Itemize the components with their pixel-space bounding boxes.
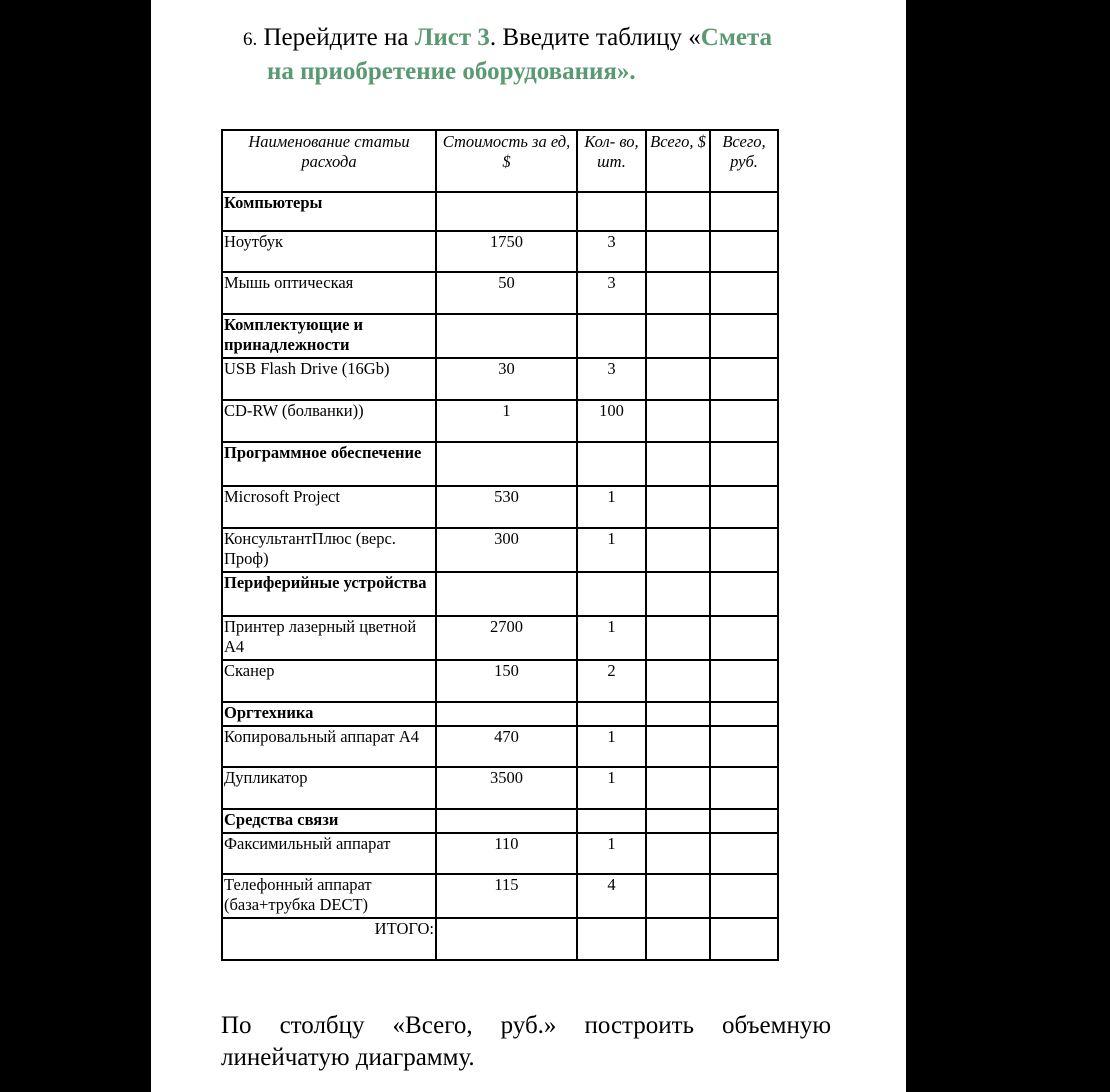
table-title-line1: Смета (700, 24, 773, 51)
price-cell: 3500 (436, 767, 577, 809)
table-row (222, 528, 778, 572)
qty-cell: 1 (577, 833, 646, 874)
total-rub-cell (710, 486, 778, 528)
item-name-cell: Оргтехника (222, 702, 436, 726)
item-name-cell: Ноутбук (222, 231, 436, 272)
table-row (222, 358, 778, 400)
total-label: ИТОГО: (222, 918, 436, 960)
total-usd-cell (646, 702, 710, 726)
price-cell (436, 442, 577, 486)
price-cell (436, 314, 577, 358)
qty-cell: 100 (577, 400, 646, 442)
total-usd-cell (646, 767, 710, 809)
table-row (222, 660, 778, 702)
total-usd-cell (646, 358, 710, 400)
total-usd-cell (646, 528, 710, 572)
total-usd-cell (646, 400, 710, 442)
qty-cell (577, 192, 646, 231)
table-row (222, 726, 778, 767)
category-row (222, 314, 778, 358)
item-name-cell: Средства связи (222, 809, 436, 833)
header-row (222, 130, 778, 192)
total-usd-cell (646, 660, 710, 702)
category-row (222, 442, 778, 486)
total-usd-cell (646, 442, 710, 486)
price-cell: 470 (436, 726, 577, 767)
table-row (222, 486, 778, 528)
total-usd-cell (646, 272, 710, 314)
qty-cell (577, 442, 646, 486)
task-text-before: Перейдите на (263, 24, 415, 51)
total-rub-cell (710, 874, 778, 918)
table-row (222, 272, 778, 314)
task-number: 6. (243, 29, 258, 50)
total-rub-cell (710, 616, 778, 660)
table-row (222, 833, 778, 874)
total-value-cell (710, 918, 778, 960)
total-usd-cell (646, 726, 710, 767)
price-cell: 300 (436, 528, 577, 572)
qty-cell: 1 (577, 726, 646, 767)
price-cell: 1750 (436, 231, 577, 272)
qty-cell: 2 (577, 660, 646, 702)
price-cell (436, 192, 577, 231)
total-rub-cell (710, 442, 778, 486)
price-cell (436, 572, 577, 616)
total-usd-cell (646, 616, 710, 660)
total-rub-cell (710, 833, 778, 874)
total-rub-cell (710, 809, 778, 833)
qty-cell: 4 (577, 874, 646, 918)
footer-instruction: По столбцу «Всего, руб.» построить объемную линейчатую диаграмму. (221, 1012, 831, 1071)
item-name-cell: Microsoft Project (222, 486, 436, 528)
category-row (222, 809, 778, 833)
total-value-cell (646, 918, 710, 960)
header-cell: Стоимость за ед, $ (436, 130, 577, 192)
item-name-cell: CD-RW (болванки)) (222, 400, 436, 442)
total-value-cell (577, 918, 646, 960)
total-rub-cell (710, 400, 778, 442)
item-name-cell: Мышь оптическая (222, 272, 436, 314)
total-row (222, 918, 778, 960)
item-name-cell: КонсультантПлюс (верс. Проф) (222, 528, 436, 572)
table-row (222, 874, 778, 918)
item-name-cell: Периферийные устройства (222, 572, 436, 616)
document-page (151, 0, 906, 1092)
price-cell (436, 809, 577, 833)
total-rub-cell (710, 572, 778, 616)
price-cell: 1 (436, 400, 577, 442)
qty-cell: 1 (577, 616, 646, 660)
total-rub-cell (710, 314, 778, 358)
total-rub-cell (710, 726, 778, 767)
item-name-cell: Телефонный аппарат (база+трубка DECT) (222, 874, 436, 918)
header-cell: Всего, руб. (710, 130, 778, 192)
qty-cell: 1 (577, 767, 646, 809)
item-name-cell: Копировальный аппарат А4 (222, 726, 436, 767)
header-cell: Всего, $ (646, 130, 710, 192)
task-text-middle: . Введите таблицу « (489, 24, 701, 51)
table-row (222, 231, 778, 272)
price-cell: 530 (436, 486, 577, 528)
category-row (222, 702, 778, 726)
qty-cell: 3 (577, 231, 646, 272)
price-cell: 150 (436, 660, 577, 702)
price-cell: 30 (436, 358, 577, 400)
total-rub-cell (710, 660, 778, 702)
price-cell: 115 (436, 874, 577, 918)
total-rub-cell (710, 192, 778, 231)
total-usd-cell (646, 874, 710, 918)
estimate-table (221, 129, 779, 961)
qty-cell: 1 (577, 528, 646, 572)
qty-cell (577, 572, 646, 616)
task-instruction (243, 22, 883, 88)
price-cell (436, 702, 577, 726)
header-cell: Кол- во, шт. (577, 130, 646, 192)
table-row (222, 616, 778, 660)
price-cell: 110 (436, 833, 577, 874)
header-cell: Наименование статьи расхода (222, 130, 436, 192)
price-cell: 2700 (436, 616, 577, 660)
price-cell: 50 (436, 272, 577, 314)
total-rub-cell (710, 231, 778, 272)
item-name-cell: Сканер (222, 660, 436, 702)
table-title-line2: на приобретение оборудования». (267, 58, 636, 85)
total-rub-cell (710, 528, 778, 572)
total-value-cell (436, 918, 577, 960)
item-name-cell: Комплектующие и принадлежности (222, 314, 436, 358)
sheet-name: Лист 3 (414, 24, 490, 51)
total-rub-cell (710, 358, 778, 400)
total-rub-cell (710, 702, 778, 726)
qty-cell (577, 702, 646, 726)
qty-cell: 3 (577, 272, 646, 314)
table-row (222, 767, 778, 809)
table-row (222, 400, 778, 442)
category-row (222, 192, 778, 231)
item-name-cell: Программное обеспечение (222, 442, 436, 486)
item-name-cell: USB Flash Drive (16Gb) (222, 358, 436, 400)
total-usd-cell (646, 486, 710, 528)
total-usd-cell (646, 192, 710, 231)
total-usd-cell (646, 231, 710, 272)
item-name-cell: Факсимильный аппарат (222, 833, 436, 874)
total-usd-cell (646, 572, 710, 616)
total-rub-cell (710, 767, 778, 809)
item-name-cell: Компьютеры (222, 192, 436, 231)
category-row (222, 572, 778, 616)
qty-cell (577, 809, 646, 833)
total-usd-cell (646, 314, 710, 358)
item-name-cell: Принтер лазерный цветной А4 (222, 616, 436, 660)
item-name-cell: Дупликатор (222, 767, 436, 809)
qty-cell (577, 314, 646, 358)
qty-cell: 1 (577, 486, 646, 528)
total-usd-cell (646, 809, 710, 833)
total-usd-cell (646, 833, 710, 874)
qty-cell: 3 (577, 358, 646, 400)
total-rub-cell (710, 272, 778, 314)
